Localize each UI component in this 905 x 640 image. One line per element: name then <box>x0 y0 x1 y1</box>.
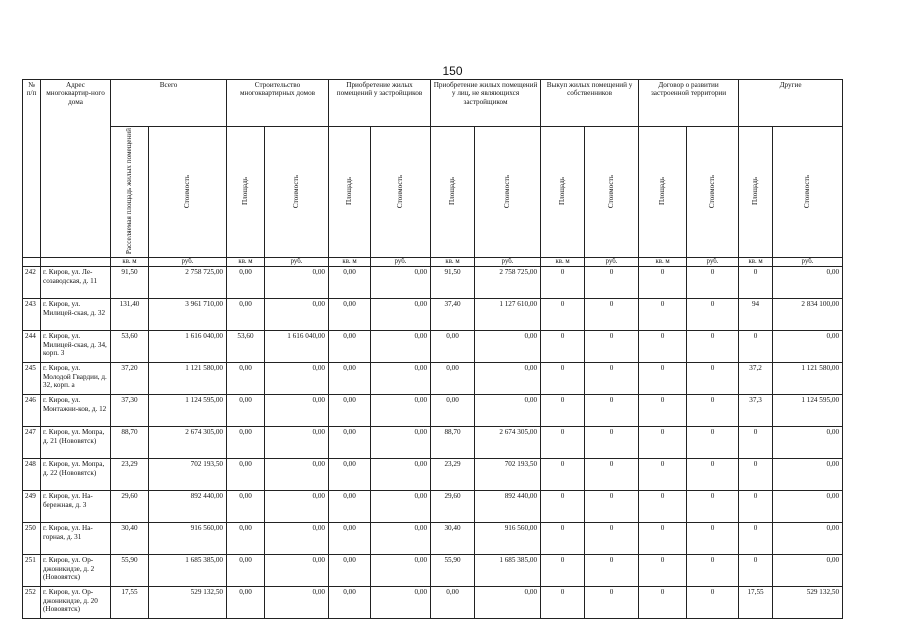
row-value-cell: 23,29 <box>431 459 475 491</box>
row-value-cell: 0,00 <box>265 587 329 619</box>
row-number: 248 <box>23 459 41 491</box>
row-value-cell: 0 <box>541 555 585 587</box>
row-address: г. Киров, ул. На-бережная, д. 3 <box>41 491 111 523</box>
row-value-cell: 23,29 <box>111 459 149 491</box>
subheader-cost: Стоимость <box>585 127 639 258</box>
row-address: г. Киров, ул. Милицей-ская, д. 32 <box>41 299 111 331</box>
row-value-cell: 0,00 <box>227 491 265 523</box>
row-number: 247 <box>23 427 41 459</box>
row-value-cell: 0 <box>687 491 739 523</box>
subheader-cost: Стоимость <box>773 127 843 258</box>
row-value-cell: 0,00 <box>265 491 329 523</box>
row-value-cell: 0,00 <box>773 427 843 459</box>
row-value-cell: 0,00 <box>371 395 431 427</box>
row-value-cell: 0 <box>541 459 585 491</box>
row-value-cell: 892 440,00 <box>475 491 541 523</box>
row-value-cell: 0,00 <box>329 587 371 619</box>
row-value-cell: 0,00 <box>265 363 329 395</box>
row-value-cell: 0 <box>739 459 773 491</box>
row-value-cell: 0 <box>541 491 585 523</box>
row-value-cell: 0 <box>687 523 739 555</box>
row-address: г. Киров, ул. Ле-созаводская, д. 11 <box>41 267 111 299</box>
row-value-cell: 0,00 <box>371 587 431 619</box>
row-value-cell: 0 <box>639 299 687 331</box>
row-value-cell: 0,00 <box>773 491 843 523</box>
unit-label: кв. м <box>541 258 585 267</box>
unit-label: кв. м <box>227 258 265 267</box>
header-row <box>23 80 843 127</box>
row-number: 252 <box>23 587 41 619</box>
row-value-cell: 0,00 <box>329 427 371 459</box>
row-value-cell: 1 124 595,00 <box>149 395 227 427</box>
table-row <box>23 459 843 491</box>
row-value-cell: 0,00 <box>371 427 431 459</box>
unit-label: руб. <box>371 258 431 267</box>
row-value-cell: 0 <box>541 363 585 395</box>
row-value-cell: 53,60 <box>111 331 149 363</box>
row-value-cell: 1 121 580,00 <box>149 363 227 395</box>
row-value-cell: 55,90 <box>431 555 475 587</box>
row-value-cell: 0,00 <box>227 427 265 459</box>
row-value-cell: 0,00 <box>475 331 541 363</box>
row-value-cell: 0,00 <box>371 491 431 523</box>
row-value-cell: 0,00 <box>227 267 265 299</box>
row-value-cell: 3 961 710,00 <box>149 299 227 331</box>
unit-label: руб. <box>149 258 227 267</box>
row-value-cell: 0,00 <box>227 459 265 491</box>
row-value-cell: 0,00 <box>329 267 371 299</box>
row-value-cell: 702 193,50 <box>149 459 227 491</box>
row-value-cell: 0,00 <box>329 299 371 331</box>
row-value-cell: 37,20 <box>111 363 149 395</box>
row-value-cell: 0,00 <box>431 363 475 395</box>
row-value-cell: 0 <box>687 427 739 459</box>
row-value-cell: 0 <box>585 459 639 491</box>
row-value-cell: 2 674 305,00 <box>149 427 227 459</box>
row-value-cell: 0 <box>585 363 639 395</box>
header-group-other: Другие <box>739 80 843 127</box>
row-value-cell: 0,00 <box>329 491 371 523</box>
table-row <box>23 395 843 427</box>
table-row <box>23 523 843 555</box>
row-address: г. Киров, ул. Милицей-ская, д. 34, корп. 3 <box>41 331 111 363</box>
row-value-cell: 91,50 <box>431 267 475 299</box>
row-value-cell: 0,00 <box>431 395 475 427</box>
row-value-cell: 0 <box>585 395 639 427</box>
subheader-cost: Стоимость <box>687 127 739 258</box>
units-empty-cell <box>41 258 111 267</box>
header-group-development-agreement: Договор о развитии застроенной территории <box>639 80 739 127</box>
row-value-cell: 0 <box>739 555 773 587</box>
row-value-cell: 1 121 580,00 <box>773 363 843 395</box>
row-value-cell: 30,40 <box>111 523 149 555</box>
row-value-cell: 0 <box>585 555 639 587</box>
subheader-cost: Стоимость <box>475 127 541 258</box>
row-value-cell: 0,00 <box>265 427 329 459</box>
row-value-cell: 0,00 <box>329 363 371 395</box>
row-value-cell: 0,00 <box>475 587 541 619</box>
row-value-cell: 0,00 <box>475 363 541 395</box>
row-value-cell: 0,00 <box>329 459 371 491</box>
row-value-cell: 0,00 <box>329 395 371 427</box>
subheader-area: Площадь <box>739 127 773 258</box>
row-value-cell: 0 <box>739 491 773 523</box>
table-row <box>23 427 843 459</box>
subheader-cost: Стоимость <box>371 127 431 258</box>
row-value-cell: 0 <box>687 587 739 619</box>
table-row <box>23 363 843 395</box>
row-value-cell: 17,55 <box>739 587 773 619</box>
table-row <box>23 299 843 331</box>
row-address: г. Киров, ул. Мопра, д. 21 (Нововятск) <box>41 427 111 459</box>
row-value-cell: 0 <box>687 555 739 587</box>
row-value-cell: 0,00 <box>371 267 431 299</box>
row-value-cell: 0,00 <box>265 299 329 331</box>
unit-label: руб. <box>687 258 739 267</box>
row-value-cell: 0 <box>585 427 639 459</box>
row-value-cell: 0 <box>639 395 687 427</box>
header-group-developers: Приобретение жилых помещений у застройщиков <box>329 80 431 127</box>
units-empty-cell <box>23 258 41 267</box>
row-value-cell: 2 758 725,00 <box>475 267 541 299</box>
page-number: 150 <box>442 64 463 78</box>
row-number: 251 <box>23 555 41 587</box>
row-number: 249 <box>23 491 41 523</box>
row-value-cell: 0 <box>585 267 639 299</box>
header-group-total: Всего <box>111 80 227 127</box>
row-value-cell: 29,60 <box>431 491 475 523</box>
row-value-cell: 0,00 <box>227 523 265 555</box>
row-value-cell: 0,00 <box>265 459 329 491</box>
row-address: г. Киров, ул. Молодой Гвардии, д. 32, корп. а <box>41 363 111 395</box>
row-value-cell: 0 <box>687 299 739 331</box>
row-value-cell: 0,00 <box>371 299 431 331</box>
row-value-cell: 0 <box>541 395 585 427</box>
row-value-cell: 0 <box>585 587 639 619</box>
row-value-cell: 0 <box>639 331 687 363</box>
row-value-cell: 1 685 385,00 <box>475 555 541 587</box>
row-value-cell: 702 193,50 <box>475 459 541 491</box>
row-value-cell: 131,40 <box>111 299 149 331</box>
row-value-cell: 0,00 <box>265 395 329 427</box>
row-value-cell: 0,00 <box>475 395 541 427</box>
row-value-cell: 0,00 <box>265 523 329 555</box>
row-value-cell: 1 616 040,00 <box>149 331 227 363</box>
unit-label: руб. <box>475 258 541 267</box>
row-value-cell: 0 <box>639 459 687 491</box>
table-row <box>23 331 843 363</box>
row-value-cell: 37,2 <box>739 363 773 395</box>
subheader-cost: Стоимость <box>265 127 329 258</box>
row-value-cell: 0 <box>541 427 585 459</box>
subheader-cost: Стоимость <box>149 127 227 258</box>
row-value-cell: 2 758 725,00 <box>149 267 227 299</box>
row-number: 242 <box>23 267 41 299</box>
header-group-non-developers: Приобретение жилых помещений у лиц, не являющихся застройщиком <box>431 80 541 127</box>
row-value-cell: 0,00 <box>227 587 265 619</box>
row-value-cell: 0,00 <box>773 267 843 299</box>
row-value-cell: 0 <box>639 587 687 619</box>
row-value-cell: 892 440,00 <box>149 491 227 523</box>
unit-label: кв. м <box>431 258 475 267</box>
unit-label: кв. м <box>739 258 773 267</box>
row-value-cell: 0,00 <box>371 363 431 395</box>
row-value-cell: 0,00 <box>265 555 329 587</box>
row-value-cell: 0,00 <box>227 363 265 395</box>
row-value-cell: 0 <box>639 427 687 459</box>
subheader-total-area: Расселяемая площадь жилых помещений <box>111 127 149 258</box>
row-value-cell: 29,60 <box>111 491 149 523</box>
row-value-cell: 0,00 <box>329 331 371 363</box>
table-row <box>23 267 843 299</box>
row-value-cell: 0 <box>687 459 739 491</box>
row-value-cell: 0,00 <box>227 555 265 587</box>
row-address: г. Киров, ул. Ор-джоникидзе, д. 20 (Нововятск) <box>41 587 111 619</box>
row-value-cell: 1 124 595,00 <box>773 395 843 427</box>
table-row <box>23 587 843 619</box>
row-number: 246 <box>23 395 41 427</box>
header-num: № п/п <box>23 80 41 258</box>
subheader-area: Площадь <box>227 127 265 258</box>
row-value-cell: 91,50 <box>111 267 149 299</box>
row-address: г. Киров, ул. Мопра, д. 22 (Нововятск) <box>41 459 111 491</box>
row-value-cell: 0 <box>541 331 585 363</box>
row-value-cell: 2 834 100,00 <box>773 299 843 331</box>
row-address: г. Киров, ул. Ор-джоникидзе, д. 2 (Нововятск) <box>41 555 111 587</box>
units-row <box>23 258 843 267</box>
row-address: г. Киров, ул. На-горная, д. 31 <box>41 523 111 555</box>
row-value-cell: 2 674 305,00 <box>475 427 541 459</box>
row-value-cell: 916 560,00 <box>149 523 227 555</box>
row-value-cell: 37,30 <box>111 395 149 427</box>
row-value-cell: 0 <box>687 363 739 395</box>
row-number: 243 <box>23 299 41 331</box>
subheader-area: Площадь <box>639 127 687 258</box>
row-value-cell: 0 <box>739 267 773 299</box>
header-group-buyout: Выкуп жилых помещений у собственников <box>541 80 639 127</box>
row-value-cell: 0,00 <box>371 523 431 555</box>
row-value-cell: 0,00 <box>329 555 371 587</box>
row-value-cell: 0 <box>541 587 585 619</box>
table-row <box>23 491 843 523</box>
resettlement-table <box>22 79 843 619</box>
row-value-cell: 0,00 <box>773 555 843 587</box>
row-value-cell: 0,00 <box>431 587 475 619</box>
row-number: 244 <box>23 331 41 363</box>
row-value-cell: 0 <box>739 427 773 459</box>
row-value-cell: 0,00 <box>227 395 265 427</box>
table-row <box>23 555 843 587</box>
row-value-cell: 0 <box>541 299 585 331</box>
row-value-cell: 0,00 <box>773 459 843 491</box>
row-value-cell: 0 <box>687 267 739 299</box>
header-address: Адрес многоквартир-ного дома <box>41 80 111 258</box>
row-value-cell: 0 <box>639 555 687 587</box>
row-number: 250 <box>23 523 41 555</box>
subheader-area: Площадь <box>431 127 475 258</box>
row-value-cell: 916 560,00 <box>475 523 541 555</box>
row-value-cell: 0 <box>585 491 639 523</box>
row-value-cell: 0,00 <box>371 459 431 491</box>
row-value-cell: 37,40 <box>431 299 475 331</box>
row-value-cell: 1 685 385,00 <box>149 555 227 587</box>
row-value-cell: 17,55 <box>111 587 149 619</box>
unit-label: кв. м <box>329 258 371 267</box>
row-value-cell: 0 <box>541 267 585 299</box>
row-value-cell: 0 <box>585 523 639 555</box>
row-value-cell: 53,60 <box>227 331 265 363</box>
row-value-cell: 0 <box>639 267 687 299</box>
row-value-cell: 0 <box>541 523 585 555</box>
row-value-cell: 0,00 <box>773 331 843 363</box>
row-value-cell: 1 127 610,00 <box>475 299 541 331</box>
row-value-cell: 0 <box>739 331 773 363</box>
unit-label: руб. <box>265 258 329 267</box>
row-value-cell: 0 <box>639 363 687 395</box>
row-value-cell: 0 <box>585 299 639 331</box>
row-value-cell: 0 <box>687 331 739 363</box>
subheader-area: Площадь <box>329 127 371 258</box>
row-value-cell: 55,90 <box>111 555 149 587</box>
row-value-cell: 88,70 <box>111 427 149 459</box>
row-value-cell: 0,00 <box>265 267 329 299</box>
row-number: 245 <box>23 363 41 395</box>
row-value-cell: 88,70 <box>431 427 475 459</box>
row-value-cell: 1 616 040,00 <box>265 331 329 363</box>
row-value-cell: 0,00 <box>371 555 431 587</box>
row-value-cell: 0 <box>687 395 739 427</box>
row-value-cell: 0 <box>639 491 687 523</box>
unit-label: кв. м <box>639 258 687 267</box>
row-value-cell: 529 132,50 <box>773 587 843 619</box>
row-value-cell: 0,00 <box>371 331 431 363</box>
subheader-area: Площадь <box>541 127 585 258</box>
header-group-construction: Строительство многоквартирных домов <box>227 80 329 127</box>
row-value-cell: 529 132,50 <box>149 587 227 619</box>
subheader-row <box>23 127 843 258</box>
row-value-cell: 0,00 <box>227 299 265 331</box>
row-value-cell: 30,40 <box>431 523 475 555</box>
row-value-cell: 0,00 <box>773 523 843 555</box>
row-value-cell: 37,3 <box>739 395 773 427</box>
row-value-cell: 94 <box>739 299 773 331</box>
row-value-cell: 0,00 <box>329 523 371 555</box>
row-address: г. Киров, ул. Монтажни-ков, д. 12 <box>41 395 111 427</box>
unit-label: руб. <box>773 258 843 267</box>
row-value-cell: 0 <box>639 523 687 555</box>
unit-label: руб. <box>585 258 639 267</box>
row-value-cell: 0 <box>585 331 639 363</box>
row-value-cell: 0 <box>739 523 773 555</box>
row-value-cell: 0,00 <box>431 331 475 363</box>
unit-label: кв. м <box>111 258 149 267</box>
